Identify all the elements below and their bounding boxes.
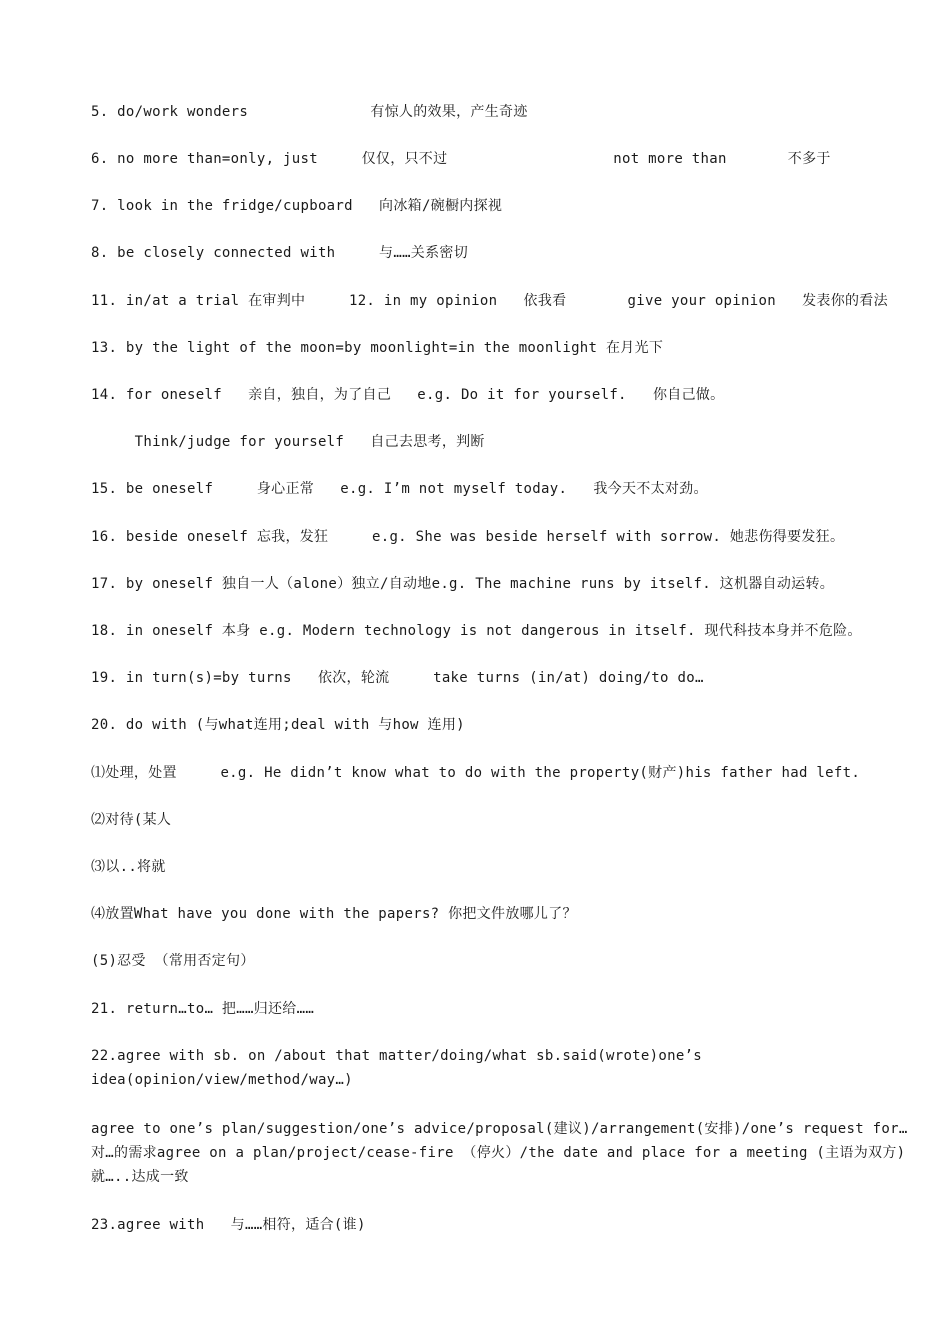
entry-14: 14. for oneself 亲自，独自，为了自己 e.g. Do it for yourself. 你自己做。 [91, 387, 725, 403]
entry-18: 18. in oneself 本身 e.g. Modern technology is not dangerous in itself. 现代科技本身并不危险。 [91, 623, 862, 639]
entry-16: 16. beside oneself 忘我，发狂 e.g. She was beside herself with sorrow. 她悲伤得要发狂。 [91, 529, 845, 545]
entry-6: 6. no more than=only, just 仅仅，只不过 not more than 不多于 [91, 151, 831, 167]
entry-19: 19. in turn(s)=by turns 依次，轮流 take turns (in/at) doing/to do… [91, 670, 704, 686]
entry-8: 8. be closely connected with 与……关系密切 [91, 245, 469, 261]
entry-13: 13. by the light of the moon=by moonlight=in the moonlight 在月光下 [91, 340, 664, 356]
entry-20-sense-5: (5)忍受 （常用否定句） [91, 953, 255, 969]
entry-5: 5. do/work wonders 有惊人的效果，产生奇迹 [91, 104, 528, 120]
entry-22: 22.agree with sb. on /about that matter/doing/what sb.said(wrote)one’s idea(opinion/view/method/way…) [91, 1048, 703, 1088]
entry-20-sense-1: ⑴处理，处置 e.g. He didn’t know what to do with the property(财产)his father had left. [91, 765, 861, 781]
entry-22-continued: agree to one’s plan/suggestion/one’s advice/proposal(建议)/arrangement(安排)/one’s request for…对…的需求agree on a plan/project/cease-fire （停火）/the date and place for a meeting (主语为双方) 就…..达成一致 [91, 1121, 908, 1185]
entry-20-sense-3: ⑶以..将就 [91, 859, 166, 875]
entry-23: 23.agree with 与……相符，适合(谁) [91, 1217, 366, 1233]
entry-14-continued: Think/judge for yourself 自己去思考，判断 [91, 434, 485, 450]
entry-20-sense-2: ⑵对待(某人 [91, 812, 172, 828]
entry-15: 15. be oneself 身心正常 e.g. I’m not myself today. 我今天不太对劲。 [91, 481, 708, 497]
entry-20-sense-4: ⑷放置What have you done with the papers? 你把文件放哪儿了？ [91, 906, 577, 922]
entry-17: 17. by oneself 独自一人（alone）独立/自动地e.g. The machine runs by itself. 这机器自动运转。 [91, 576, 835, 592]
entry-7: 7. look in the fridge/cupboard 向冰箱/碗橱内探视 [91, 198, 503, 214]
entry-20: 20. do with (与what连用;deal with 与how 连用) [91, 717, 465, 733]
entry-21: 21. return…to… 把……归还给…… [91, 1001, 315, 1017]
entry-11-12: 11. in/at a trial 在审判中 12. in my opinion 依我看 give your opinion 发表你的看法 [91, 293, 888, 309]
